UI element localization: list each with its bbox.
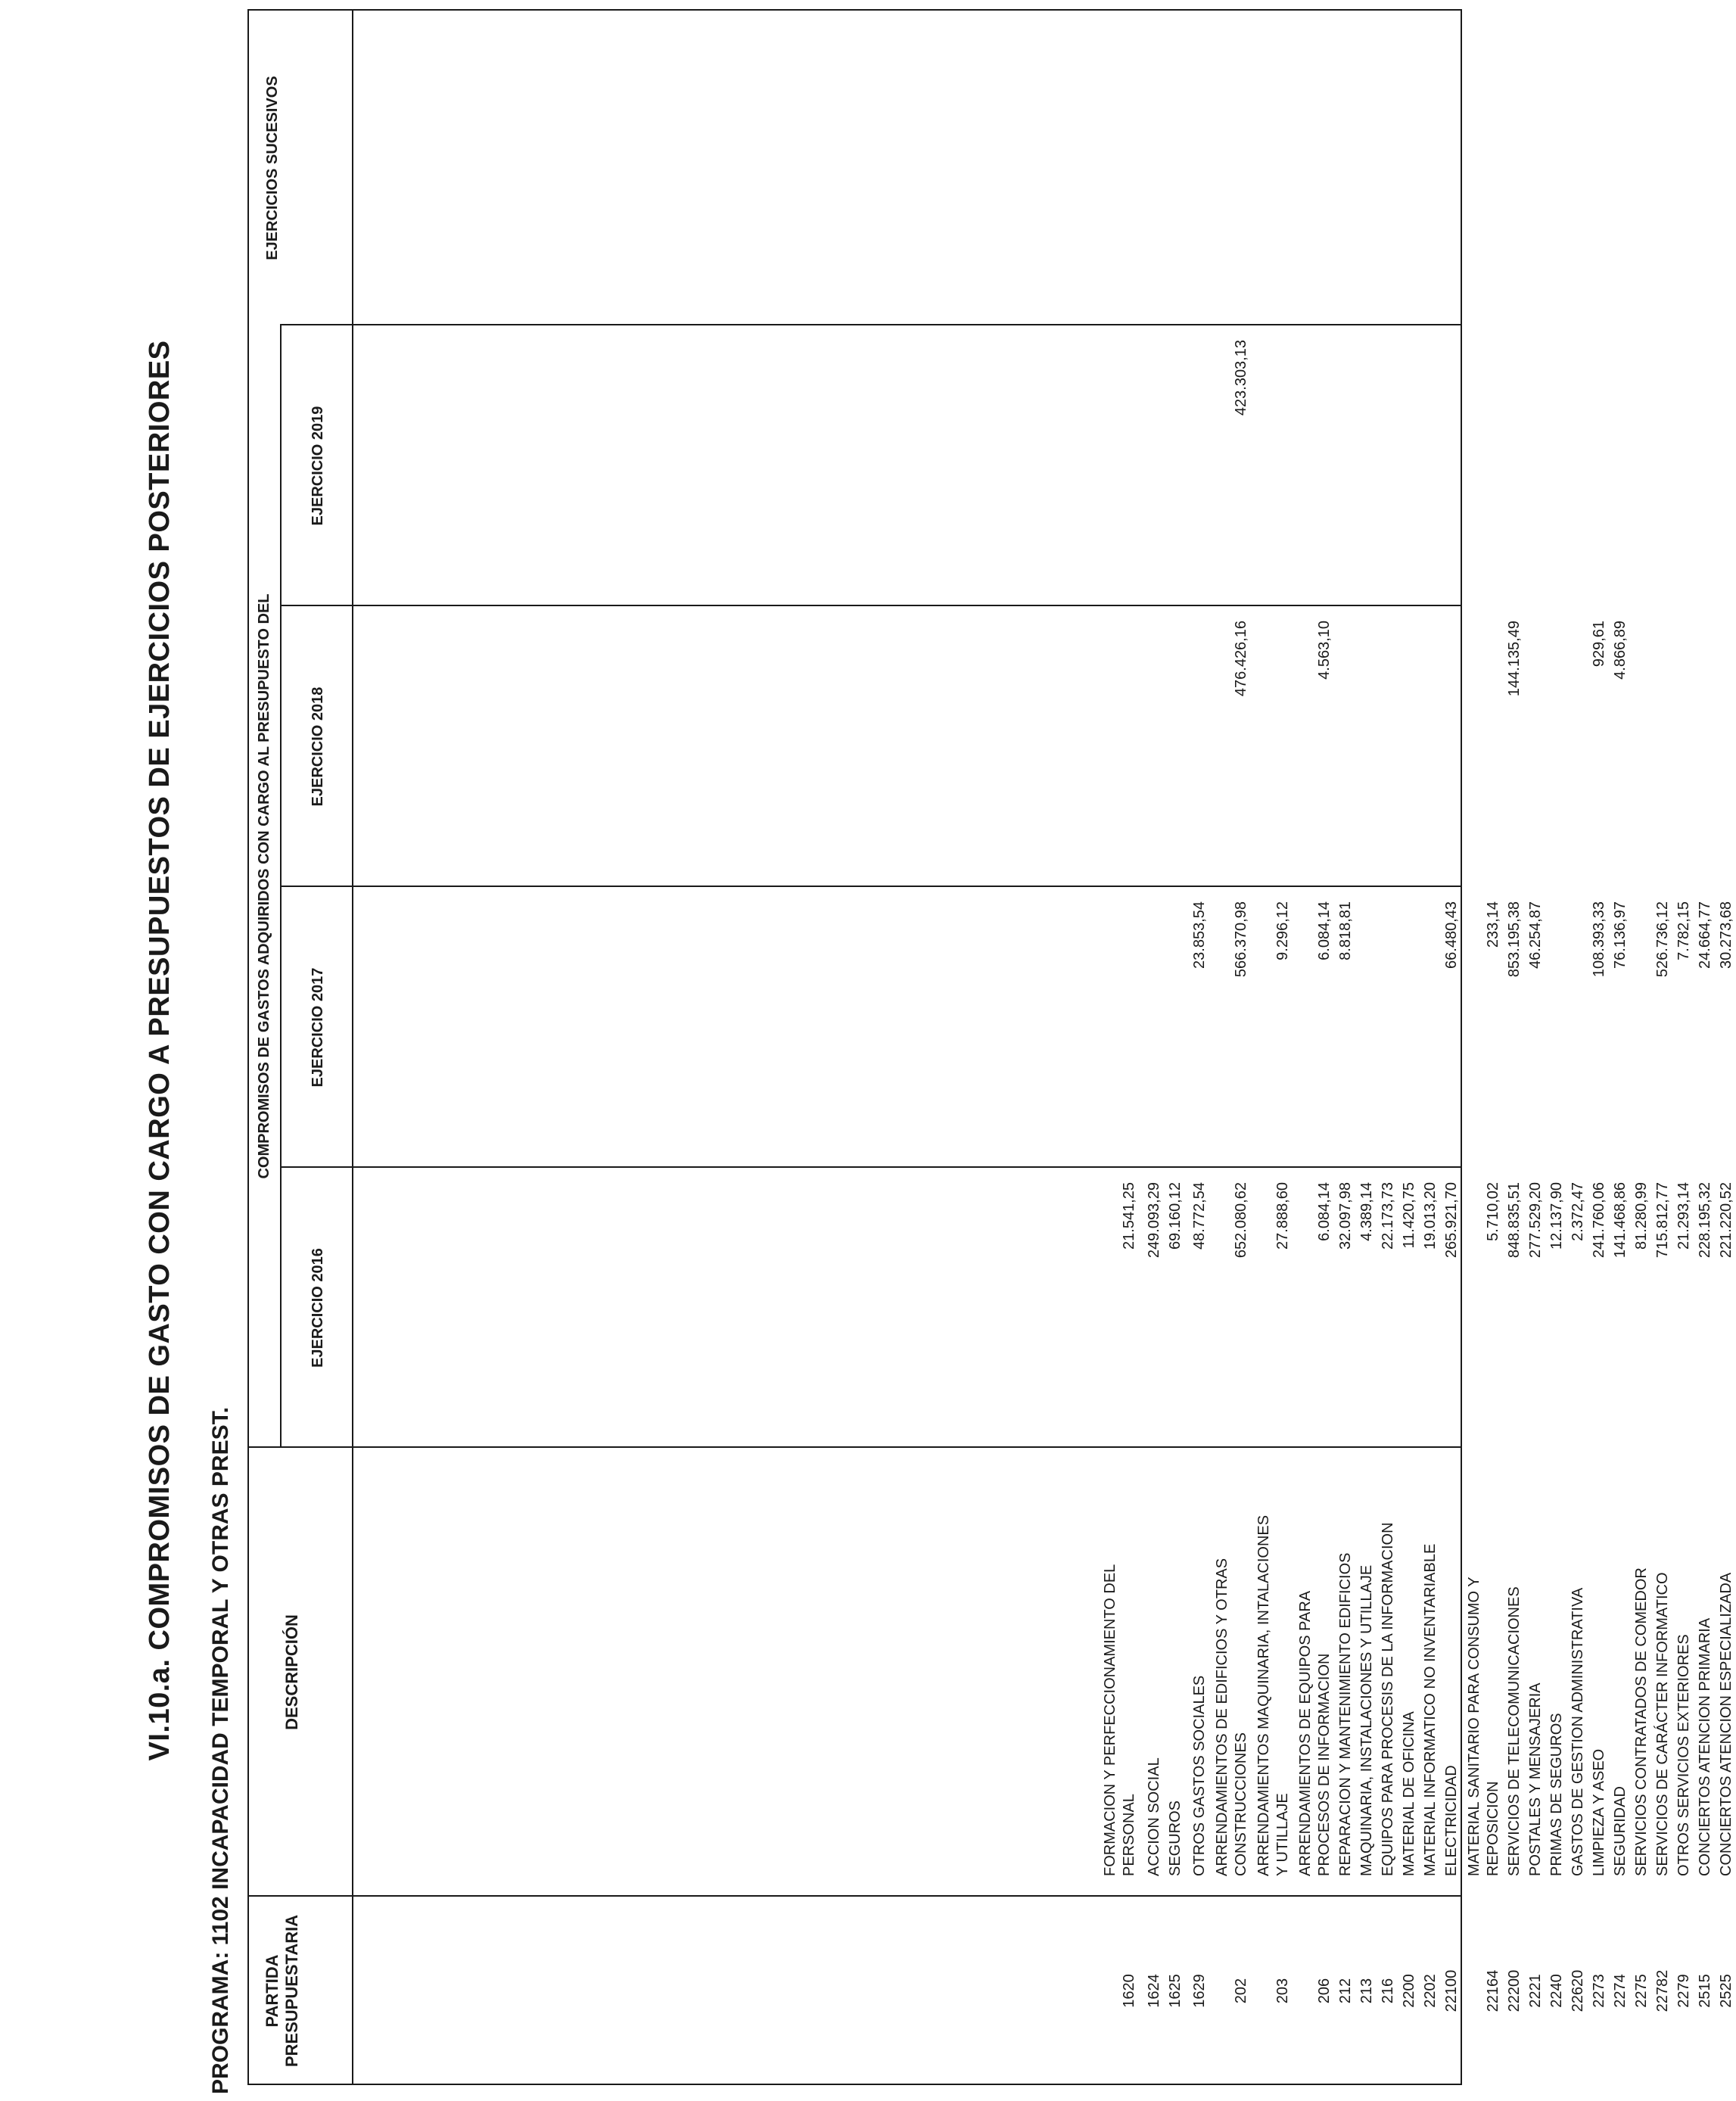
description-cell: SEGUROS <box>1167 1800 1184 1876</box>
header-partida <box>263 1897 302 2085</box>
description-cell: PROCESOS DE INFORMACION <box>1316 1653 1333 1876</box>
amount-e2017-cell: 108.393,33 <box>1591 901 1607 978</box>
description-cell: OTROS SERVICIOS EXTERIORES <box>1675 1634 1692 1876</box>
description-cell: REPOSICION <box>1485 1781 1501 1876</box>
amount-e2017-cell: 566.370,98 <box>1233 901 1249 978</box>
description-cell: MATERIAL INFORMATICO NO INVENTARIABLE <box>1422 1543 1439 1876</box>
amount-e2016-cell: 48.772,54 <box>1191 1182 1208 1250</box>
partida-cell: 2515 <box>1697 1974 1713 2008</box>
amount-e2017-cell: 46.254,87 <box>1527 901 1544 969</box>
amount-e2017-cell: 30.273,68 <box>1718 901 1734 969</box>
amount-e2016-cell: 141.468,86 <box>1612 1182 1629 1259</box>
amount-e2016-cell: 22.173,73 <box>1380 1182 1396 1250</box>
partida-cell: 212 <box>1337 1978 1354 2004</box>
description-cell: REPARACION Y MANTENIMIENTO EDIFICIOS <box>1337 1552 1354 1876</box>
header-ejercicio-2019: EJERCICIO 2019 <box>310 406 326 526</box>
amount-e2016-cell: 2.372,47 <box>1570 1182 1586 1241</box>
partida-cell: 213 <box>1358 1978 1375 2004</box>
amount-e2016-cell: 21.293,14 <box>1675 1182 1692 1250</box>
partida-cell: 1625 <box>1167 1974 1184 2008</box>
group-header-underline <box>280 325 282 1448</box>
description-cell: EQUIPOS PARA PROCESIS DE LA INFORMACION <box>1380 1522 1396 1876</box>
partida-cell: 2221 <box>1527 1974 1544 2008</box>
programa-label: PROGRAMA: 1102 INCAPACIDAD TEMPORAL Y OTRAS PREST. <box>208 1407 233 2094</box>
amount-e2016-cell: 265.921,70 <box>1443 1182 1460 1259</box>
partida-cell: 22200 <box>1506 1969 1523 2012</box>
partida-cell: 216 <box>1380 1978 1396 2004</box>
amount-e2016-cell: 652.080,62 <box>1233 1182 1249 1259</box>
header-partida-line1: PARTIDA <box>263 1954 282 2028</box>
description-cell: MATERIAL SANITARIO PARA CONSUMO Y <box>1466 1577 1482 1876</box>
description-cell: GASTOS DE GESTION ADMINISTRATIVA <box>1570 1587 1586 1876</box>
amount-e2016-cell: 228.195,32 <box>1697 1182 1713 1259</box>
column-separator <box>280 605 1462 606</box>
column-separator <box>280 324 1462 325</box>
description-cell: Y UTILLAJE <box>1274 1793 1291 1876</box>
table-border-top <box>247 9 249 2085</box>
amount-e2017-cell: 76.136,97 <box>1612 901 1629 969</box>
amount-e2016-cell: 81.280,99 <box>1633 1182 1650 1250</box>
description-cell: SERVICIOS CONTRATADOS DE COMEDOR <box>1633 1567 1650 1876</box>
partida-cell: 1624 <box>1146 1974 1162 2008</box>
amount-e2016-cell: 12.137,90 <box>1548 1182 1565 1250</box>
amount-e2016-cell: 19.013,20 <box>1422 1182 1439 1250</box>
amount-e2018-cell: 4.866,89 <box>1612 621 1629 680</box>
description-cell: ARRENDAMIENTOS MAQUINARIA, INTALACIONES <box>1255 1514 1272 1876</box>
description-cell: PRIMAS DE SEGUROS <box>1548 1713 1565 1876</box>
column-separator <box>280 886 1462 887</box>
description-cell: SEGURIDAD <box>1612 1786 1629 1876</box>
header-underline <box>352 9 353 2085</box>
description-cell: FORMACION Y PERFECCIONAMIENTO DEL <box>1102 1564 1118 1876</box>
header-ejercicio-2016: EJERCICIO 2016 <box>310 1248 326 1368</box>
amount-e2017-cell: 6.084,14 <box>1316 901 1333 960</box>
header-descripcion: DESCRIPCIÓN <box>282 1614 301 1730</box>
amount-e2017-cell: 8.818,81 <box>1337 901 1354 960</box>
amount-e2018-cell: 144.135,49 <box>1506 621 1523 697</box>
description-cell: MATERIAL DE OFICINA <box>1401 1711 1417 1876</box>
description-cell: ARRENDAMIENTOS DE EDIFICIOS Y OTRAS <box>1214 1558 1230 1876</box>
partida-cell: 202 <box>1233 1978 1249 2004</box>
partida-cell: 206 <box>1316 1978 1333 2004</box>
amount-e2016-cell: 277.529,20 <box>1527 1182 1544 1259</box>
amount-e2016-cell: 11.420,75 <box>1401 1182 1417 1249</box>
amount-e2016-cell: 69.160,12 <box>1167 1182 1184 1250</box>
amount-e2016-cell: 21.541,25 <box>1121 1182 1137 1250</box>
header-compromisos: COMPROMISOS DE GASTOS ADQUIRIDOS CON CARGO AL PRESUPUESTO DEL <box>256 593 272 1179</box>
partida-cell: 2279 <box>1675 1974 1692 2008</box>
amount-e2016-cell: 32.097,98 <box>1337 1182 1354 1250</box>
amount-e2018-cell: 4.563,10 <box>1316 621 1333 680</box>
amount-e2019-cell: 423.303,13 <box>1233 340 1249 416</box>
description-cell: OTROS GASTOS SOCIALES <box>1191 1675 1208 1876</box>
amount-e2018-cell: 476.426,16 <box>1233 621 1249 697</box>
partida-cell: 203 <box>1274 1978 1291 2004</box>
header-partida-line2: PRESUPUESTARIA <box>282 1914 301 2068</box>
partida-cell: 22782 <box>1654 1969 1671 2012</box>
header-ejercicios-sucesivos: EJERCICIOS SUCESIVOS <box>264 76 281 260</box>
partida-cell: 1629 <box>1191 1974 1208 2008</box>
description-cell: CONCIERTOS ATENCION PRIMARIA <box>1697 1617 1713 1876</box>
partida-cell: 1620 <box>1121 1974 1137 2008</box>
amount-e2017-cell: 7.782,15 <box>1675 901 1692 960</box>
partida-cell: 2273 <box>1591 1974 1607 2008</box>
description-cell: ARRENDAMIENTOS DE EQUIPOS PARA <box>1297 1590 1314 1876</box>
amount-e2017-cell: 233,14 <box>1485 901 1501 948</box>
amount-e2017-cell: 853.195,38 <box>1506 901 1523 978</box>
partida-cell: 2200 <box>1401 1974 1417 2008</box>
amount-e2017-cell: 23.853,54 <box>1191 901 1208 969</box>
description-cell: LIMPIEZA Y ASEO <box>1591 1748 1607 1876</box>
description-cell: CONSTRUCCIONES <box>1233 1732 1249 1876</box>
amount-e2017-cell: 9.296,12 <box>1274 901 1291 960</box>
table-border-right <box>247 9 1462 11</box>
partida-cell: 2202 <box>1422 1974 1439 2008</box>
amount-e2016-cell: 5.710,02 <box>1485 1182 1501 1241</box>
amount-e2016-cell: 6.084,14 <box>1316 1182 1333 1241</box>
header-ejercicio-2018: EJERCICIO 2018 <box>310 686 326 807</box>
description-cell: PERSONAL <box>1121 1794 1137 1876</box>
description-cell: ELECTRICIDAD <box>1443 1765 1460 1876</box>
amount-e2016-cell: 241.760,06 <box>1591 1182 1607 1259</box>
partida-cell: 2525 <box>1718 1974 1734 2008</box>
amount-e2016-cell: 4.389,14 <box>1358 1182 1375 1241</box>
partida-cell: 22164 <box>1485 1969 1501 2012</box>
partida-cell: 2274 <box>1612 1974 1629 2008</box>
partida-cell: 2240 <box>1548 1974 1565 2008</box>
description-cell: SERVICIOS DE TELECOMUNICACIONES <box>1506 1586 1523 1876</box>
description-cell: CONCIERTOS ATENCION ESPECIALIZADA <box>1718 1572 1734 1876</box>
description-cell: ACCION SOCIAL <box>1146 1757 1162 1876</box>
amount-e2016-cell: 221.220,52 <box>1718 1182 1734 1259</box>
partida-cell: 2275 <box>1633 1974 1650 2008</box>
header-ejercicio-2017: EJERCICIO 2017 <box>310 967 326 1088</box>
page-title: VI.10.a. COMPROMISOS DE GASTO CON CARGO A PRESUPUESTOS DE EJERCICIOS POSTERIORES <box>144 340 176 1761</box>
amount-e2016-cell: 27.888,60 <box>1274 1182 1291 1250</box>
description-cell: MAQUINARIA, INSTALACIONES Y UTILLAJE <box>1358 1564 1375 1876</box>
amount-e2016-cell: 848.835,51 <box>1506 1182 1523 1259</box>
description-cell: SERVICIOS DE CARÁCTER INFORMATICO <box>1654 1572 1671 1876</box>
partida-cell: 22100 <box>1443 1969 1460 2012</box>
partida-cell: 22620 <box>1570 1969 1586 2012</box>
amount-e2017-cell: 526.736,12 <box>1654 901 1671 978</box>
amount-e2017-cell: 24.664,77 <box>1697 901 1713 969</box>
amount-e2016-cell: 715.812,77 <box>1654 1182 1671 1259</box>
amount-e2017-cell: 66.480,43 <box>1443 901 1460 969</box>
amount-e2018-cell: 929,61 <box>1591 621 1607 668</box>
description-cell: POSTALES Y MENSAJERIA <box>1527 1682 1544 1876</box>
amount-e2016-cell: 249.093,29 <box>1146 1182 1162 1259</box>
commitments-table <box>247 9 1734 2085</box>
